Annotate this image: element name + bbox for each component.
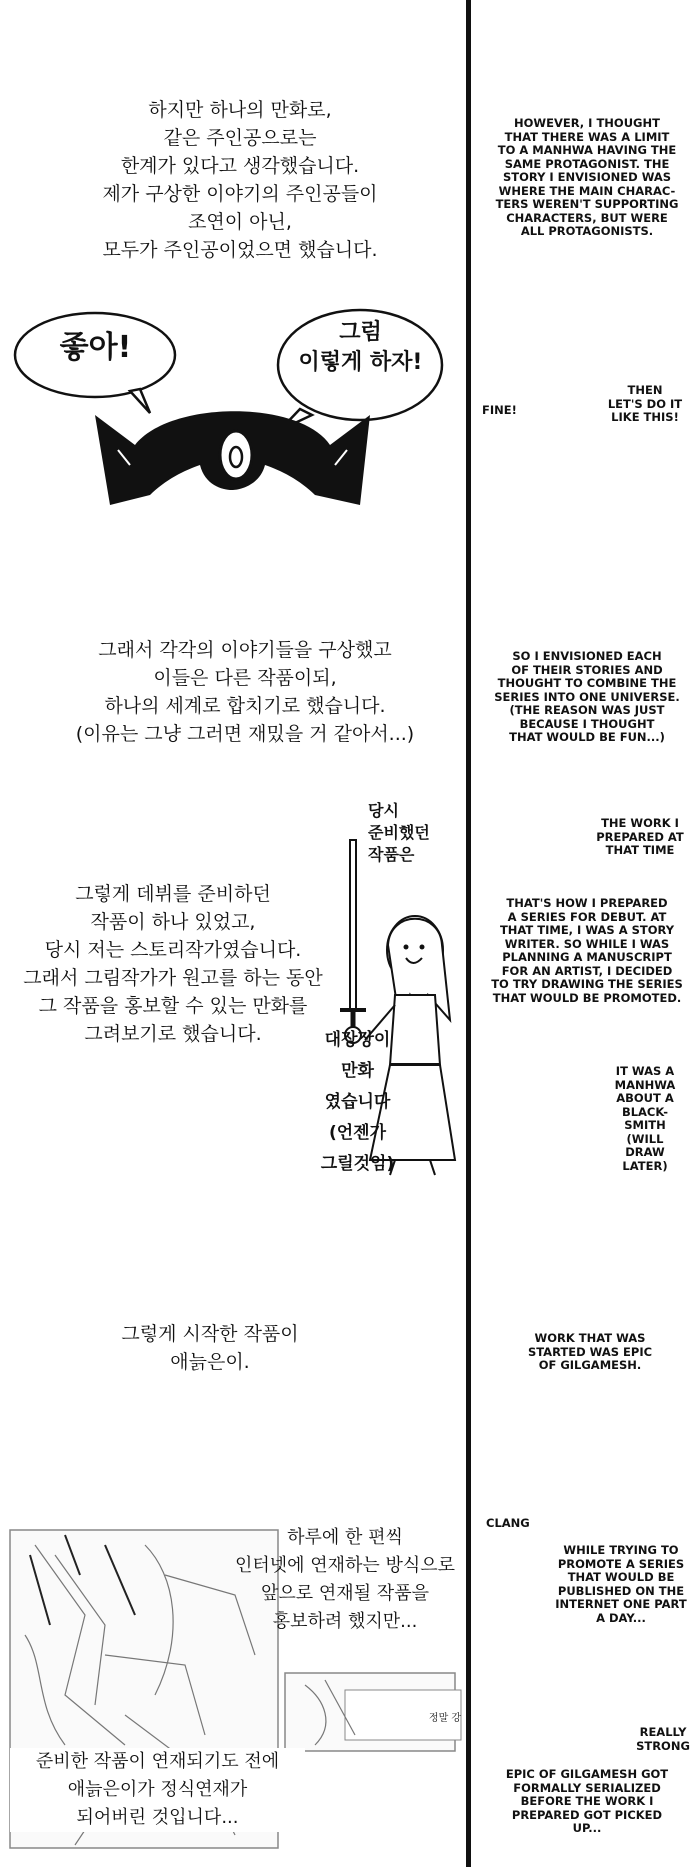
english-clang: CLANG xyxy=(486,1516,530,1530)
english-paragraph-3: THE WORK I PREPARED AT THAT TIME xyxy=(596,816,684,857)
english-paragraph-5: IT WAS A MANHWA ABOUT A BLACK- SMITH (WILL DRAW LATER) xyxy=(614,1064,676,1173)
english-paragraph-2: SO I ENVISIONED EACH OF THEIR STORIES AND THOUGHT TO COMBINE THE SERIES INTO ONE UNIVERSE. (THE REASON WAS JUST BECAUSE I THOUGHT THAT WOULD BE FUN...) xyxy=(494,649,680,744)
english-paragraph-8: EPIC OF GILGAMESH GOT FORMALLY SERIALIZED BEFORE THE WORK I PREPARED GOT PICKED UP... xyxy=(505,1767,669,1835)
sketch-label: 정말 강 xyxy=(428,1713,462,1724)
english-then: THEN LET'S DO IT LIKE THIS! xyxy=(607,383,683,424)
korean-paragraph-1: 하지만 하나의 만화로, 같은 주인공으로는 한계가 있다고 생각했습니다. 제가 구상한 이야기의 주인공들이 조연이 아닌, 모두가 주인공이었으면 했습니다. xyxy=(102,99,378,261)
column-divider xyxy=(466,0,471,1867)
english-paragraph-6: WORK THAT WAS STARTED WAS EPIC OF GILGAMESH. xyxy=(527,1331,653,1372)
english-paragraph-1: HOWEVER, I THOUGHT THAT THERE WAS A LIMIT TO A MANHWA HAVING THE SAME PROTAGONIST. THE STORY I ENVISIONED WAS WHERE THE MAIN CHARAC- TERS WEREN'T SUPPORTING CHARACTERS, BUT WERE ALL PROTAGONISTS. xyxy=(495,116,679,238)
english-paragraph-7: WHILE TRYING TO PROMOTE A SERIES THAT WOULD BE PUBLISHED ON THE INTERNET ONE PART A DAY... xyxy=(555,1543,687,1625)
english-paragraph-4: THAT'S HOW I PREPARED A SERIES FOR DEBUT. AT THAT TIME, I WAS A STORY WRITER. SO WHILE I WAS PLANNING A MANUSCRIPT FOR AN ARTIST, I DECIDED TO TRY DRAWING THE SERIES THAT WOULD BE PROMOTED. xyxy=(491,896,683,1005)
bubble-right-text: 그럼 이렇게 하자! xyxy=(298,320,423,375)
english-really-strong: REALLY STRONG xyxy=(636,1725,690,1753)
english-fine: FINE! xyxy=(482,403,517,417)
bubble-left-text: 좋아! xyxy=(59,330,132,365)
korean-paragraph-5: 하루에 한 편씩 인터넷에 연재하는 방식으로 앞으로 연재될 작품을 홍보하려 했지만... xyxy=(234,1527,456,1632)
korean-paragraph-6: 준비한 작품이 연재되기도 전에 애늙은이가 정식연재가 되어버린 것입니다... xyxy=(10,1748,305,1832)
korean-paragraph-2: 그래서 각각의 이야기들을 구상했고 이들은 다른 작품이되, 하나의 세계로 합치기로 했습니다. (이유는 그냥 그러면 재밌을 거 같아서...) xyxy=(75,639,415,745)
korean-paragraph-4: 그렇게 시작한 작품이 애늙은이. xyxy=(121,1323,299,1373)
korean-paragraph-3: 그렇게 데뷔를 준비하던 작품이 하나 있었고, 당시 저는 스토리작가였습니다. 그래서 그림작가가 원고를 하는 동안 그 작품을 홍보할 수 있는 만화를 그려보기로 했습니다. xyxy=(23,883,323,1045)
handwritten-top-note: 당시 준비했던 작품은 xyxy=(368,801,430,864)
handwritten-bottom-note: 대장장이 만화 였습니다 (언젠가 그릴것임) xyxy=(320,1030,395,1174)
